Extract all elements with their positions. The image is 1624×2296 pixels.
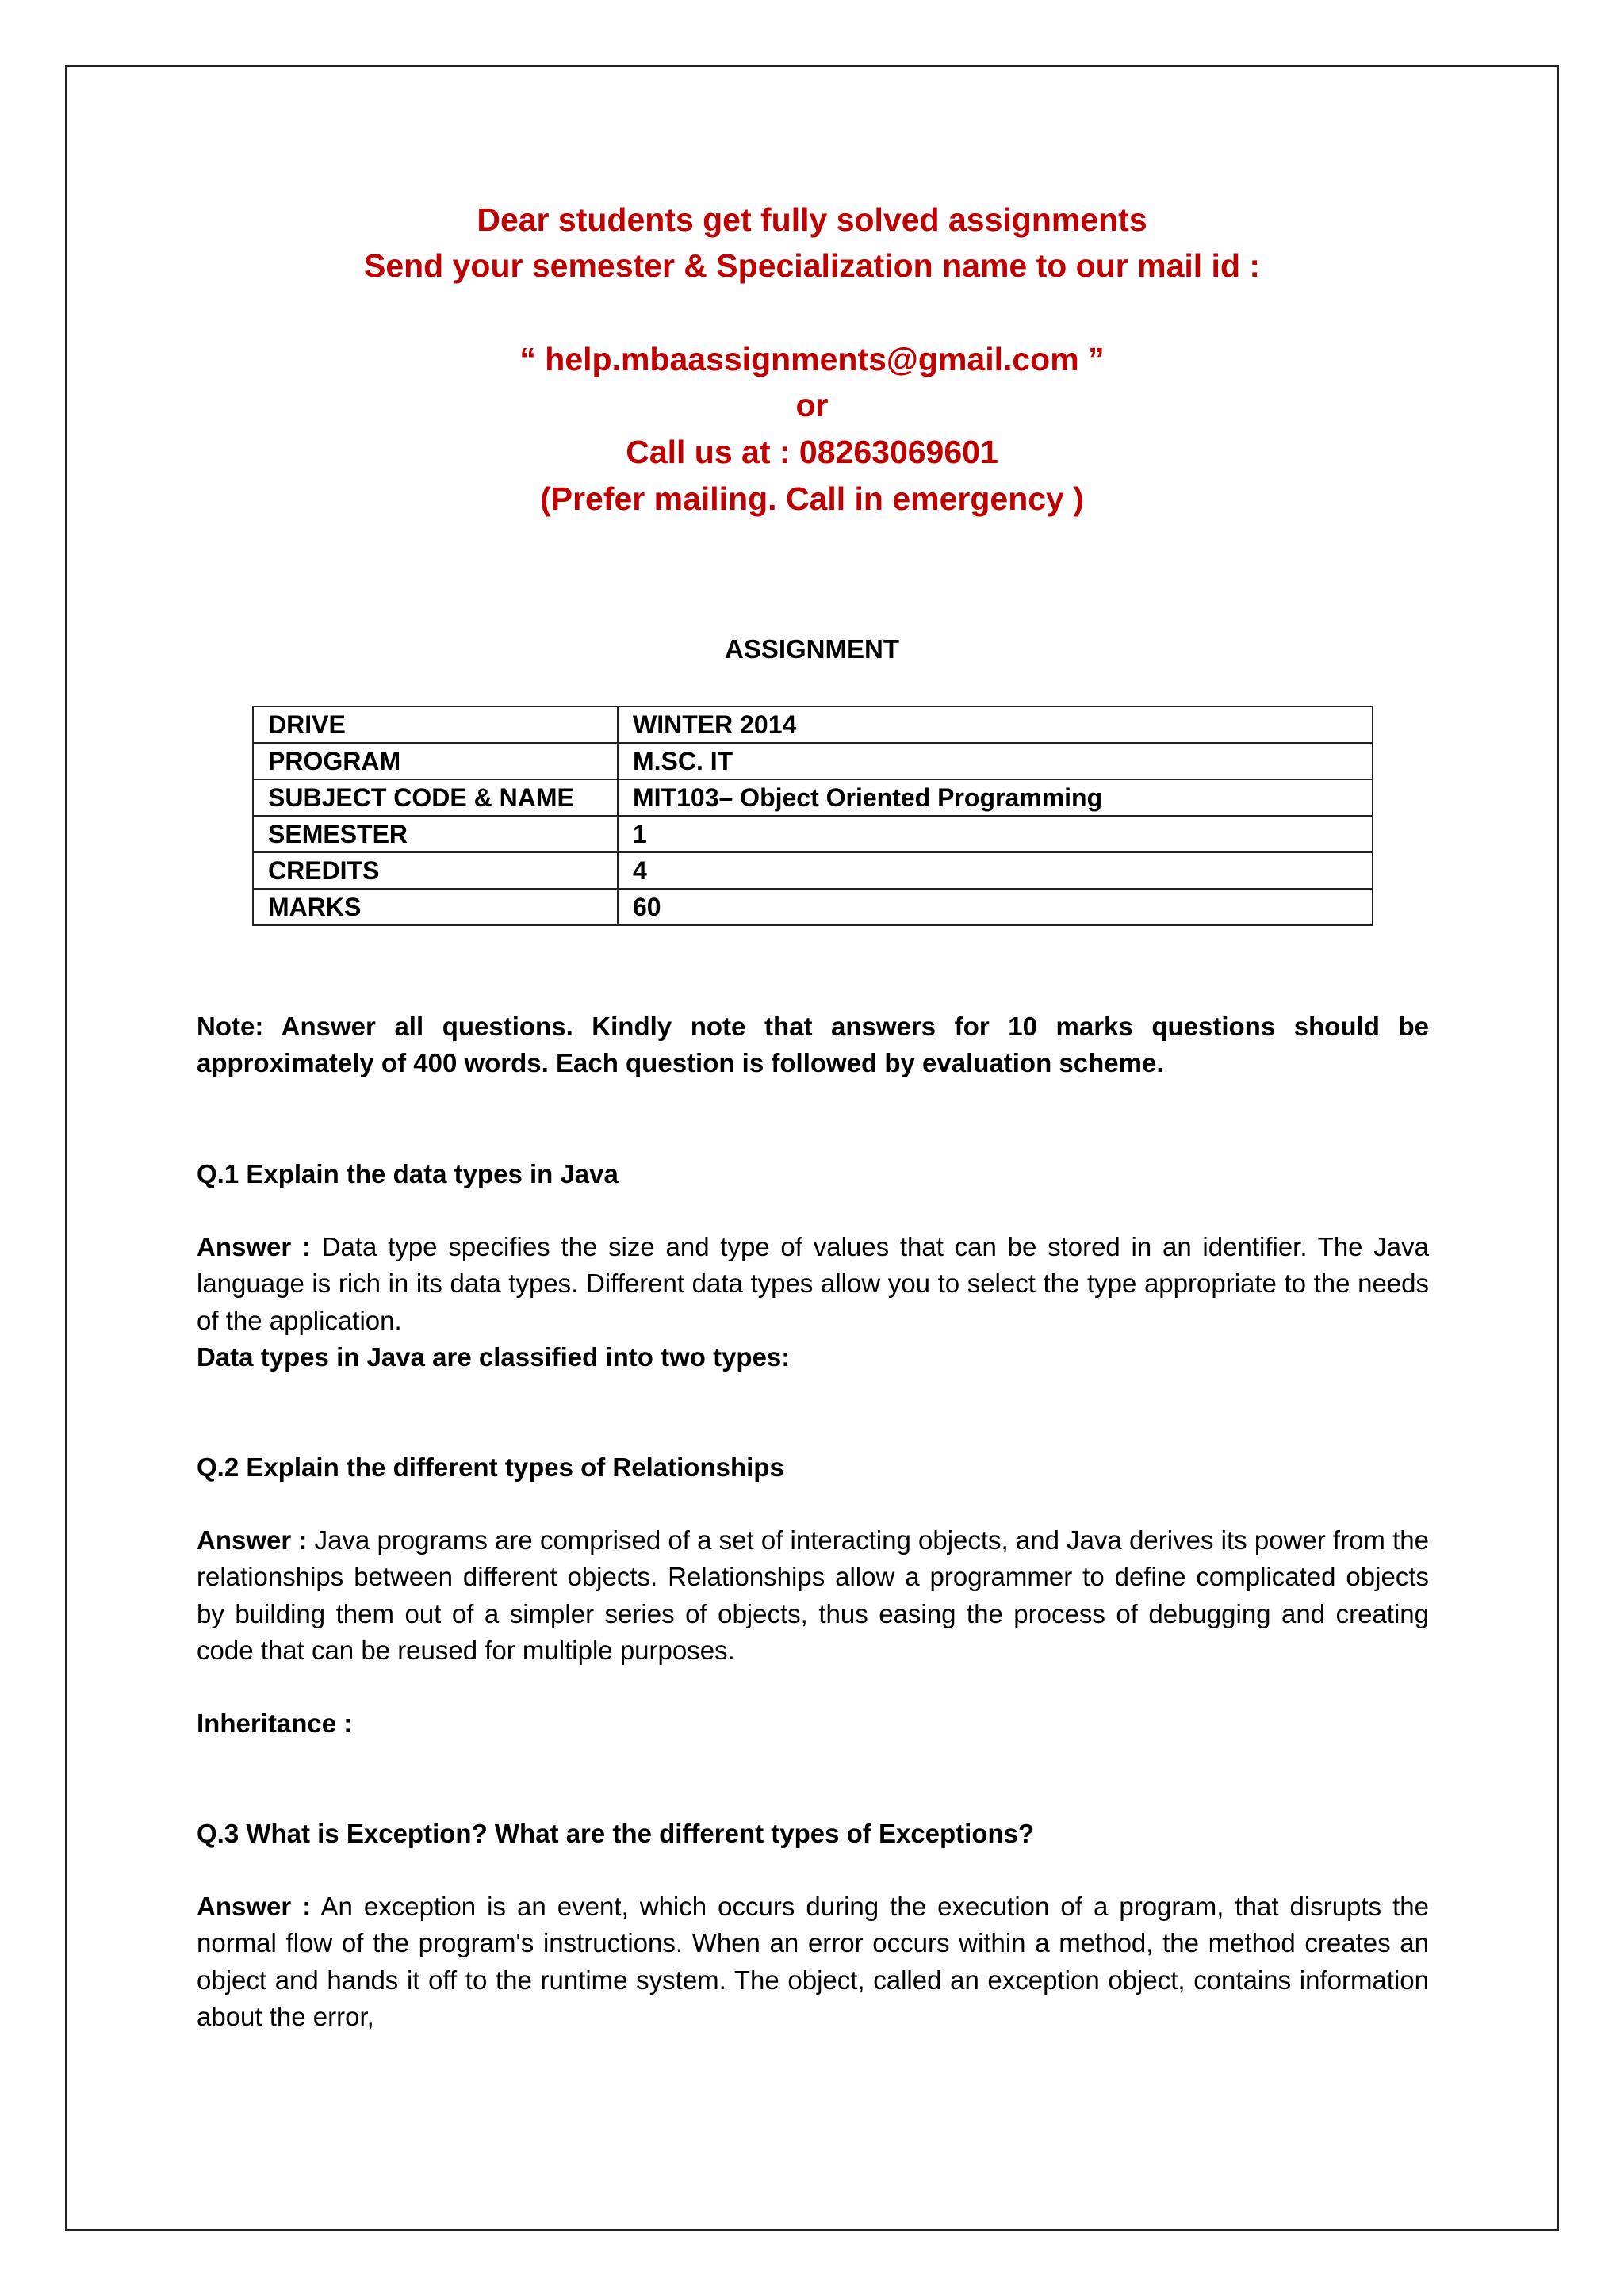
question-1-answer <box>197 1229 1429 1339</box>
question-2-title: Q.2 Explain the different types of Relationships <box>197 1452 784 1482</box>
table-key: PROGRAM <box>253 743 618 779</box>
promo-or: or <box>795 387 829 423</box>
answer-label: Answer : <box>197 1232 311 1261</box>
assignment-heading: ASSIGNMENT <box>724 634 899 664</box>
promo-line-2: Send your semester & Specialization name to our mail id : <box>363 247 1261 284</box>
table-row <box>253 852 1373 889</box>
promo-note: (Prefer mailing. Call in emergency ) <box>540 480 1084 517</box>
table-key: DRIVE <box>253 706 618 743</box>
table-value: WINTER 2014 <box>618 706 1373 743</box>
instructions-note: Note: Answer all questions. Kindly note that answers for 10 marks questions should be approximately of 400 words. Each question is followed by evaluation scheme. <box>197 1012 1429 1078</box>
table-value: 4 <box>618 852 1373 889</box>
table-row <box>253 779 1373 816</box>
question-3-answer <box>197 1888 1429 2035</box>
question-3-title: Q.3 What is Exception? What are the different types of Exceptions? <box>197 1819 1035 1848</box>
question-2-answer <box>197 1522 1429 1669</box>
table-row <box>253 706 1373 743</box>
table-key: SEMESTER <box>253 816 618 852</box>
answer-text: Java programs are comprised of a set of interacting objects, and Java derives its power from the relationships between different objects. Relationships allow a programmer to define complicated objects by building them out of a simpler series of objects, thus easing the process of debugging and creating code that can be reused for multiple purposes. <box>197 1525 1429 1665</box>
table-row <box>253 743 1373 779</box>
table-row <box>253 816 1373 852</box>
answer-text: Data type specifies the size and type of values that can be stored in an identifier. The Java language is rich in its data types. Different data types allow you to select the type appropriate to the needs of the application. <box>197 1232 1429 1335</box>
question-1-followup: Data types in Java are classified into two types: <box>197 1342 791 1372</box>
answer-label: Answer : <box>197 1525 308 1555</box>
table-key: SUBJECT CODE & NAME <box>253 779 618 816</box>
promo-call: Call us at : 08263069601 <box>626 434 998 470</box>
question-1-title: Q.1 Explain the data types in Java <box>197 1159 619 1188</box>
table-value: M.SC. IT <box>618 743 1373 779</box>
table-key: CREDITS <box>253 852 618 889</box>
table-value: 60 <box>618 889 1373 925</box>
table-value: MIT103– Object Oriented Programming <box>618 779 1373 816</box>
table-row <box>253 889 1373 925</box>
table-key: MARKS <box>253 889 618 925</box>
table-value: 1 <box>618 816 1373 852</box>
assignment-info-table <box>252 706 1373 926</box>
answer-label: Answer : <box>197 1892 312 1921</box>
question-2-followup: Inheritance : <box>197 1709 353 1738</box>
promo-email: “ help.mbaassignments@gmail.com ” <box>519 341 1105 377</box>
promo-line-1: Dear students get fully solved assignments <box>477 201 1147 238</box>
answer-text: An exception is an event, which occurs during the execution of a program, that disrupts the normal flow of the program's instructions. When an error occurs within a method, the method creates an object and hands it off to the runtime system. The object, called an exception object, contains information about the error, <box>197 1892 1429 2031</box>
